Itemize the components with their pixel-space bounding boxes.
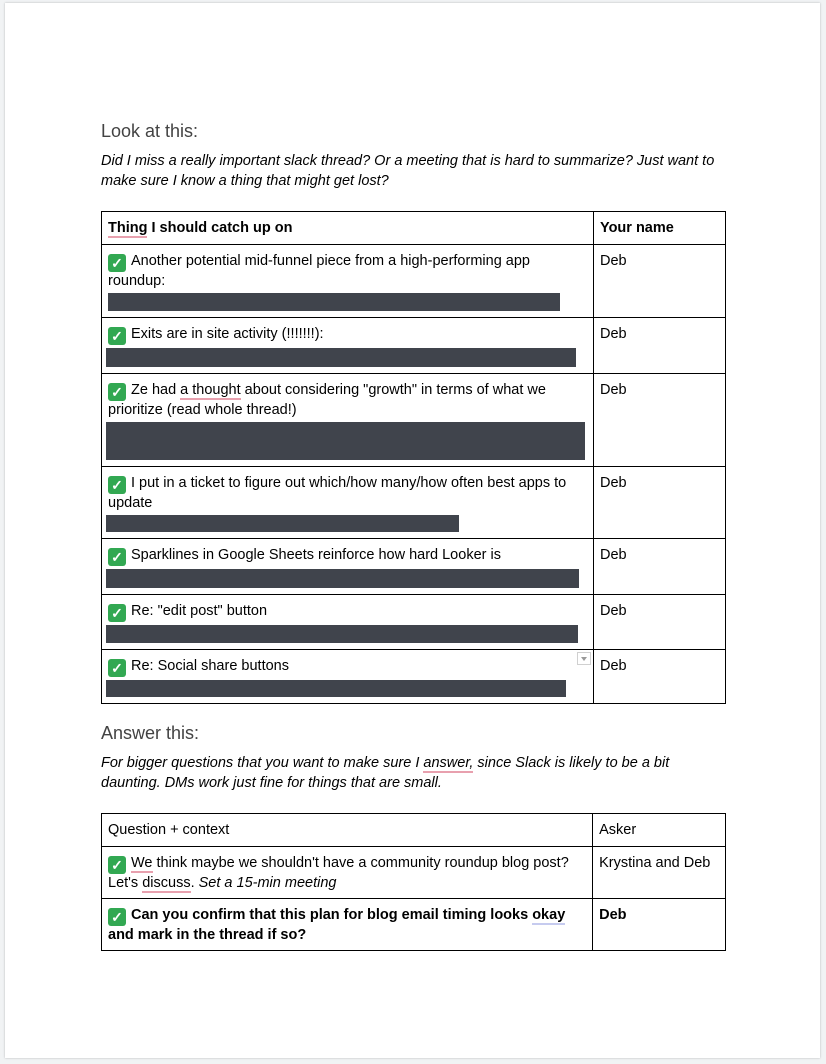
- question-text-italic: Set a 15-min meeting: [198, 875, 337, 891]
- header-cell-your-name: Your name: [593, 212, 725, 245]
- check-mark-icon: ✓: [108, 476, 126, 494]
- question-cell: [102, 899, 593, 951]
- table-row: [102, 374, 726, 467]
- section-intro-look: Did I miss a really important slack thread? Or a meeting that is hard to summarize? Just want to make sure I know a thing that might get lost?: [101, 153, 715, 189]
- thing-cell: [102, 245, 594, 318]
- name-cell: Deb: [593, 318, 725, 374]
- intro-text: For bigger questions that you want to make sure I: [101, 755, 424, 771]
- question-text: think maybe we shouldn't have a community roundup blog post? Let's: [108, 855, 569, 891]
- intro-text-underlined: answer,: [423, 755, 474, 771]
- table-row: [102, 539, 726, 595]
- header-cell-question: Question + context: [102, 814, 593, 847]
- name-cell: Deb: [593, 539, 725, 595]
- thing-text: Re: Social share buttons: [131, 658, 289, 674]
- check-mark-icon: ✓: [108, 908, 126, 926]
- asker-cell: Krystina and Deb: [593, 847, 726, 899]
- header-thing-rest: I should catch up on: [147, 220, 293, 236]
- table-row: [102, 318, 726, 374]
- thing-cell: [102, 595, 594, 650]
- check-mark-icon: ✓: [108, 604, 126, 622]
- redacted-block: [106, 348, 576, 367]
- thing-text: about considering "growth" in terms of what we prioritize (read whole thread!): [108, 382, 546, 418]
- question-cell: [102, 847, 593, 899]
- redacted-block: [106, 422, 585, 460]
- thing-cell: [102, 318, 594, 374]
- check-mark-icon: ✓: [108, 327, 126, 345]
- redacted-block: [106, 515, 459, 532]
- redacted-block: [106, 569, 579, 588]
- thing-cell: [102, 539, 594, 595]
- intro-text: since Slack is likely to be a bit daunting. DMs work just fine for things that are small.: [101, 755, 670, 791]
- thing-text: Re: "edit post" button: [131, 603, 268, 619]
- name-cell: Deb: [593, 595, 725, 650]
- header-thing-word: Thing: [108, 220, 148, 236]
- name-cell: Deb: [593, 650, 725, 704]
- table-row: [102, 245, 726, 318]
- redacted-block: [106, 680, 566, 697]
- name-cell: Deb: [593, 374, 725, 467]
- redacted-block: [108, 293, 560, 311]
- thing-text: Another potential mid-funnel piece from a high-performing app roundup:: [108, 253, 530, 289]
- header-cell-asker: Asker: [593, 814, 726, 847]
- question-text-underlined: discuss: [142, 875, 191, 891]
- questions-table: [101, 813, 726, 951]
- section-heading-look: Look at this:: [101, 121, 199, 141]
- question-text: and mark in the thread if so?: [108, 927, 307, 943]
- check-mark-icon: ✓: [108, 659, 126, 677]
- table-row: [102, 467, 726, 539]
- section-heading-answer: Answer this:: [101, 723, 200, 743]
- document-page: [5, 3, 820, 1058]
- thing-text: Ze had: [131, 382, 181, 398]
- question-text: .: [190, 875, 199, 891]
- table-row: [102, 899, 726, 951]
- name-cell: Deb: [593, 467, 725, 539]
- check-mark-icon: ✓: [108, 254, 126, 272]
- thing-cell: [102, 650, 594, 704]
- thing-cell: [102, 467, 594, 539]
- thing-text: Exits are in site activity (!!!!!!!):: [131, 326, 324, 342]
- question-text-underlined: okay: [532, 907, 566, 923]
- check-mark-icon: ✓: [108, 856, 126, 874]
- table-header-row: [102, 212, 726, 245]
- thing-text-underlined: a thought: [180, 382, 241, 398]
- thing-text: Sparklines in Google Sheets reinforce how hard Looker is: [131, 547, 501, 563]
- header-cell-thing: [102, 212, 594, 245]
- thing-text: I put in a ticket to figure out which/how many/how often best apps to update: [108, 475, 567, 511]
- redacted-block: [106, 625, 578, 643]
- check-mark-icon: ✓: [108, 383, 126, 401]
- question-text-underlined: We: [131, 855, 153, 871]
- question-text: Can you confirm that this plan for blog email timing looks: [131, 907, 533, 923]
- name-cell: Deb: [593, 245, 725, 318]
- thing-cell: [102, 374, 594, 467]
- table-row: [102, 650, 726, 704]
- asker-cell: Deb: [593, 899, 726, 951]
- table-row: [102, 847, 726, 899]
- check-mark-icon: ✓: [108, 548, 126, 566]
- section-intro-answer: [101, 753, 711, 793]
- table-row: [102, 595, 726, 650]
- catch-up-table: [101, 211, 726, 704]
- dropdown-toggle-icon[interactable]: [577, 652, 591, 665]
- table-header-row: [102, 814, 726, 847]
